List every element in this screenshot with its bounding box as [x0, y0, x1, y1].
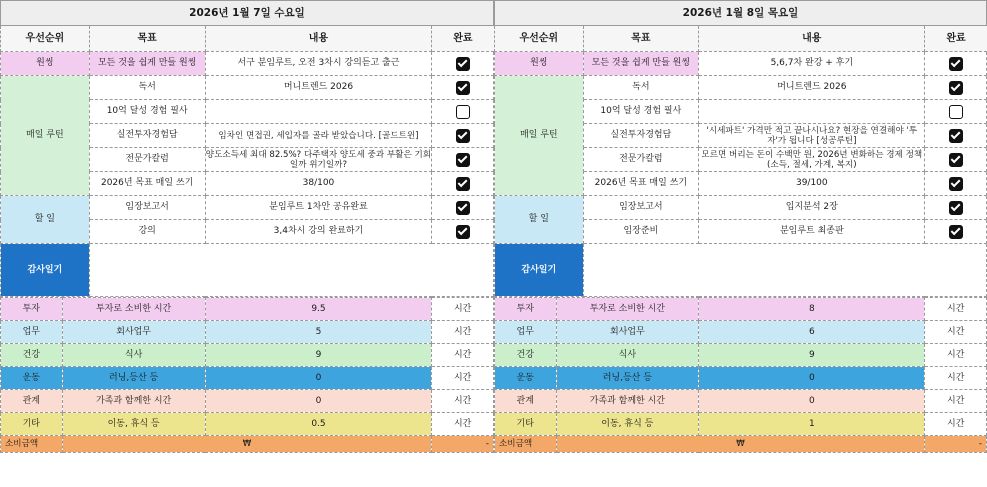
routine-done-cell [925, 100, 987, 124]
checkbox[interactable] [456, 153, 470, 167]
routine-done-cell [432, 76, 494, 100]
todo-goal[interactable]: 임장보고서 [89, 196, 205, 220]
checkbox[interactable] [456, 57, 470, 71]
routine-done-cell [925, 124, 987, 148]
spending-value: - [925, 436, 987, 453]
header-goal: 목표 [89, 26, 205, 52]
routine-done-cell [432, 100, 494, 124]
header-done: 완료 [432, 26, 494, 52]
todo-done-cell [925, 196, 987, 220]
wish-content[interactable]: 5,6,7차 완강 + 후기 [699, 52, 925, 76]
stat-unit: 시간 [925, 367, 987, 390]
stat-value[interactable]: 1 [699, 413, 925, 436]
routine-content[interactable]: 38/100 [205, 172, 432, 196]
stat-value[interactable]: 5 [205, 321, 432, 344]
checkbox[interactable] [456, 225, 470, 239]
checkbox[interactable] [456, 105, 470, 119]
checkbox[interactable] [949, 177, 963, 191]
stat-category: 업무 [495, 321, 557, 344]
stat-unit: 시간 [925, 298, 987, 321]
routine-goal[interactable]: 10억 달성 경험 필사 [89, 100, 205, 124]
stat-value[interactable]: 9 [699, 344, 925, 367]
routine-done-cell [432, 172, 494, 196]
gratitude-input[interactable] [89, 244, 493, 297]
stat-category: 투자 [1, 298, 63, 321]
wish-done-cell [925, 52, 987, 76]
checkbox[interactable] [456, 177, 470, 191]
routine-content[interactable]: 임차인 면접권, 세입자를 골라 받았습니다. [골드트윈] [205, 124, 432, 148]
routine-content[interactable]: 머니트렌드 2026 [205, 76, 432, 100]
time-stats-table [0, 297, 494, 453]
todo-content[interactable]: 3,4차시 강의 완료하기 [205, 220, 432, 244]
stat-category: 건강 [495, 344, 557, 367]
time-stats-table [494, 297, 987, 453]
stat-name: 가족과 함께한 시간 [556, 390, 699, 413]
stat-name: 이동, 휴식 등 [556, 413, 699, 436]
stat-value[interactable]: 0.5 [205, 413, 432, 436]
routine-content[interactable]: 머니트렌드 2026 [699, 76, 925, 100]
todo-goal[interactable]: 임장보고서 [583, 196, 699, 220]
wish-content[interactable]: 서구 분임루트, 오전 3차시 강의듣고 출근 [205, 52, 432, 76]
routine-goal[interactable]: 실전투자경험담 [583, 124, 699, 148]
routine-label: 매일 루틴 [495, 76, 584, 196]
checkbox[interactable] [949, 153, 963, 167]
stat-category: 운동 [1, 367, 63, 390]
routine-done-cell [925, 172, 987, 196]
stat-value[interactable]: 9.5 [205, 298, 432, 321]
stat-unit: 시간 [925, 413, 987, 436]
stat-value[interactable]: 0 [205, 367, 432, 390]
day-panel-right [494, 0, 987, 487]
stat-unit: 시간 [925, 344, 987, 367]
stat-value[interactable]: 0 [205, 390, 432, 413]
routine-goal[interactable]: 2026년 목표 매일 쓰기 [583, 172, 699, 196]
routine-done-cell [925, 148, 987, 172]
routine-goal[interactable]: 독서 [89, 76, 205, 100]
stat-value[interactable]: 0 [699, 390, 925, 413]
stat-unit: 시간 [925, 321, 987, 344]
spending-currency[interactable]: ₩ [556, 436, 925, 453]
stat-name: 회사업무 [556, 321, 699, 344]
stat-unit: 시간 [432, 321, 494, 344]
planner-table [0, 0, 494, 297]
gratitude-input[interactable] [583, 244, 986, 297]
checkbox[interactable] [949, 57, 963, 71]
spending-label: 소비금액 [495, 436, 557, 453]
routine-goal[interactable]: 전문가칼럼 [89, 148, 205, 172]
stat-unit: 시간 [432, 413, 494, 436]
header-content: 내용 [699, 26, 925, 52]
stat-name: 러닝,등산 등 [62, 367, 205, 390]
routine-goal[interactable]: 실전투자경험담 [89, 124, 205, 148]
stat-name: 회사업무 [62, 321, 205, 344]
stat-unit: 시간 [432, 367, 494, 390]
checkbox[interactable] [456, 81, 470, 95]
stat-category: 운동 [495, 367, 557, 390]
stat-value[interactable]: 9 [205, 344, 432, 367]
wish-label: 원씽 [1, 52, 90, 76]
todo-label: 할 일 [1, 196, 90, 244]
stat-name: 이동, 휴식 등 [62, 413, 205, 436]
routine-goal[interactable]: 독서 [583, 76, 699, 100]
stat-name: 러닝,등산 등 [556, 367, 699, 390]
todo-goal[interactable]: 강의 [89, 220, 205, 244]
routine-goal[interactable]: 10억 달성 경험 필사 [583, 100, 699, 124]
gratitude-label: 감사일기 [1, 244, 90, 297]
stat-name: 가족과 함께한 시간 [62, 390, 205, 413]
gratitude-label: 감사일기 [495, 244, 584, 297]
todo-done-cell [432, 196, 494, 220]
todo-done-cell [432, 220, 494, 244]
checkbox[interactable] [949, 81, 963, 95]
date-title: 2026년 1월 7일 수요일 [1, 1, 494, 26]
header-goal: 목표 [583, 26, 699, 52]
todo-done-cell [925, 220, 987, 244]
stat-category: 업무 [1, 321, 63, 344]
stat-value[interactable]: 8 [699, 298, 925, 321]
wish-label: 원씽 [495, 52, 584, 76]
stat-name: 투자로 소비한 시간 [556, 298, 699, 321]
routine-goal[interactable]: 전문가칼럼 [583, 148, 699, 172]
routine-content[interactable]: '시세파트' 가격만 적고 끝나시나요? 현장을 연결해야 '투자'가 됩니다 [성공루틴] [699, 124, 925, 148]
stat-category: 기타 [1, 413, 63, 436]
date-title: 2026년 1월 8일 목요일 [495, 1, 987, 26]
stat-category: 관계 [495, 390, 557, 413]
checkbox[interactable] [949, 129, 963, 143]
header-priority: 우선순위 [495, 26, 584, 52]
checkbox[interactable] [949, 105, 963, 119]
stat-value[interactable]: 6 [699, 321, 925, 344]
checkbox[interactable] [456, 201, 470, 215]
todo-label: 할 일 [495, 196, 584, 244]
stat-category: 기타 [495, 413, 557, 436]
routine-done-cell [925, 76, 987, 100]
stat-category: 건강 [1, 344, 63, 367]
checkbox[interactable] [949, 225, 963, 239]
stat-unit: 시간 [432, 298, 494, 321]
todo-goal[interactable]: 임장준비 [583, 220, 699, 244]
planner-table [494, 0, 987, 297]
routine-content[interactable]: 양도소득세 최대 82.5%? 다주택자 양도세 중과 부활은 기회일까 위기일까? [205, 149, 432, 170]
stat-unit: 시간 [432, 344, 494, 367]
stat-category: 관계 [1, 390, 63, 413]
stat-category: 투자 [495, 298, 557, 321]
stat-name: 식사 [556, 344, 699, 367]
routine-content[interactable]: 39/100 [699, 172, 925, 196]
header-priority: 우선순위 [1, 26, 90, 52]
todo-content[interactable]: 분임루트 1차안 공유완료 [205, 196, 432, 220]
routine-content[interactable]: 모르면 버리는 돈이 수백만 원, 2026년 변화하는 경제 정책(소득, 절세, 가계, 복지) [699, 148, 925, 172]
routine-content[interactable] [699, 100, 925, 124]
wish-done-cell [432, 52, 494, 76]
routine-done-cell [432, 148, 494, 172]
stat-name: 투자로 소비한 시간 [62, 298, 205, 321]
checkbox[interactable] [456, 129, 470, 143]
wish-goal[interactable]: 모든 것을 쉽게 만들 원씽 [583, 52, 699, 76]
header-content: 내용 [205, 26, 432, 52]
stat-unit: 시간 [925, 390, 987, 413]
routine-goal[interactable]: 2026년 목표 매일 쓰기 [89, 172, 205, 196]
spending-label: 소비금액 [1, 436, 63, 453]
stat-value[interactable]: 0 [699, 367, 925, 390]
spending-currency[interactable]: ₩ [62, 436, 432, 453]
stat-unit: 시간 [432, 390, 494, 413]
routine-label: 매일 루틴 [1, 76, 90, 196]
header-done: 완료 [925, 26, 987, 52]
routine-done-cell [432, 124, 494, 148]
todo-content[interactable]: 입지분석 2장 [699, 196, 925, 220]
stat-name: 식사 [62, 344, 205, 367]
routine-content[interactable] [205, 100, 432, 124]
spending-value: - [432, 436, 494, 453]
wish-goal[interactable]: 모든 것을 쉽게 만들 원씽 [89, 52, 205, 76]
checkbox[interactable] [949, 201, 963, 215]
todo-content[interactable]: 분임루트 최종판 [699, 220, 925, 244]
